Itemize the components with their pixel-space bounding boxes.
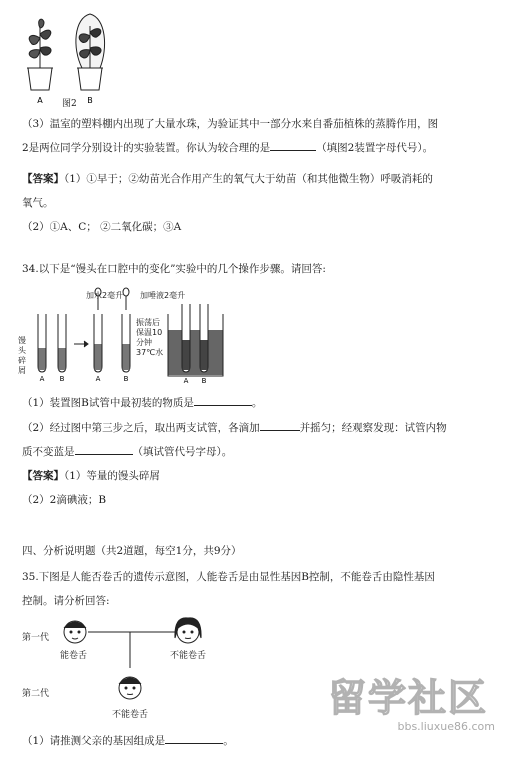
q35-part1-text-b: 。 [223,735,234,747]
label-steamed-bun: 馒头碎屑 [18,336,26,375]
generation-1-label: 第一代 [22,633,50,643]
q34-part2-text-c: 质不变蓝是 [22,446,75,458]
q35-stem-line2: 控制。请分析回答: [22,595,110,607]
q34-part2-blank1[interactable] [260,420,300,431]
q34-part2-line2 [22,444,232,459]
q34-stem: 34.以下是“馒头在口腔中的变化”实验中的几个操作步骤。请回答: [22,263,326,275]
q35-stem-line1: 35.下图是人能否卷舌的遗传示意图，人能卷舌是由显性基因B控制，不能卷舌由隐性基因 [22,571,435,583]
q34-answer-line2: （2）2滴碘液；B [22,494,107,506]
plant-a [27,19,53,90]
fig2-label-b: B [87,96,93,105]
q34-part2-text-a: （2）经过图中第三步之后，取出两支试管，各滴加 [22,422,260,434]
q34-part2-blank2[interactable] [75,444,133,455]
figure-2 [20,8,120,108]
label-add-water: 加水2毫升 [86,291,124,300]
watermark [328,676,503,742]
q33-answer-text1: （1）①早于；②幼苗光合作用产生的氧气大于幼苗（和其他微生物）呼吸消耗的 [64,173,433,185]
q35-part1-blank[interactable] [165,733,223,744]
q34-part2-text-d: （填试管代号字母）。 [132,446,233,458]
tube-a-label-3: A [183,377,189,384]
q33-answer-blank[interactable] [270,140,316,151]
q34-answer-text1: （1）等量的馒头碎屑 [64,470,160,482]
label-add-saliva: 加唾液2毫升 [140,291,186,300]
q34-part1 [22,395,262,410]
q33-answer-line1 [22,172,433,186]
q35-figure [20,612,250,730]
answer-label: 【答案】 [22,470,64,482]
q34-figure [18,284,233,384]
mother-label: 不能卷舌 [170,651,207,661]
q33-part3-text-b: （填图2装置字母代号）。 [316,142,434,154]
section-4-heading: 四、分析说明题（共2道题，每空1分，共9分） [22,545,242,557]
q34-answer-line1 [22,469,160,483]
q33-answer-line3: （2）①A、C； ②二氧化碳；③A [22,221,182,233]
q33-part3-line2 [22,140,433,155]
tube-a-label-2: A [95,375,101,383]
tube-b-label-3: B [201,377,207,384]
answer-label: 【答案】 [22,173,64,185]
test-tube-illustration [18,284,233,384]
q34-part2-line1 [22,420,447,435]
q34-part2-text-b: 并摇匀；经观察发现：试管内物 [299,422,447,434]
watermark-url: bbs.liuxue86.com [397,720,495,733]
q34-part1-text-b: 。 [251,397,263,409]
q33-answer-line2: 氧气。 [22,197,54,209]
q35-part1 [22,733,234,748]
tube-a-label-1: A [39,375,45,383]
fig2-label-a: A [37,96,43,105]
potted-plants-illustration [20,8,120,108]
child-label: 不能卷舌 [112,710,149,720]
generation-2-label: 第二代 [22,689,50,699]
father-label: 能卷舌 [60,651,88,661]
q33-part3-line1: （3）温室的塑料棚内出现了大量水珠，为验证其中一部分水来自番茄植株的蒸腾作用，图 [22,118,439,130]
plant-b [76,14,105,90]
q34-part1-blank[interactable] [194,395,252,406]
q35-part1-text-a: （1）请推测父亲的基因组成是 [22,735,166,747]
q33-part3-text-a: 2是两位同学分别设计的实验装置。你认为较合理的是 [22,142,271,154]
label-shake-incubate: 振荡后保温10分钟37℃水 [136,318,164,357]
tube-b-label-1: B [59,375,65,383]
q34-part1-text-a: （1）装置图B试管中最初装的物质是 [22,397,194,409]
figure-caption: 图2 [62,99,77,109]
tube-b-label-2: B [123,375,129,383]
watermark-title: 留学社区 [328,676,489,720]
